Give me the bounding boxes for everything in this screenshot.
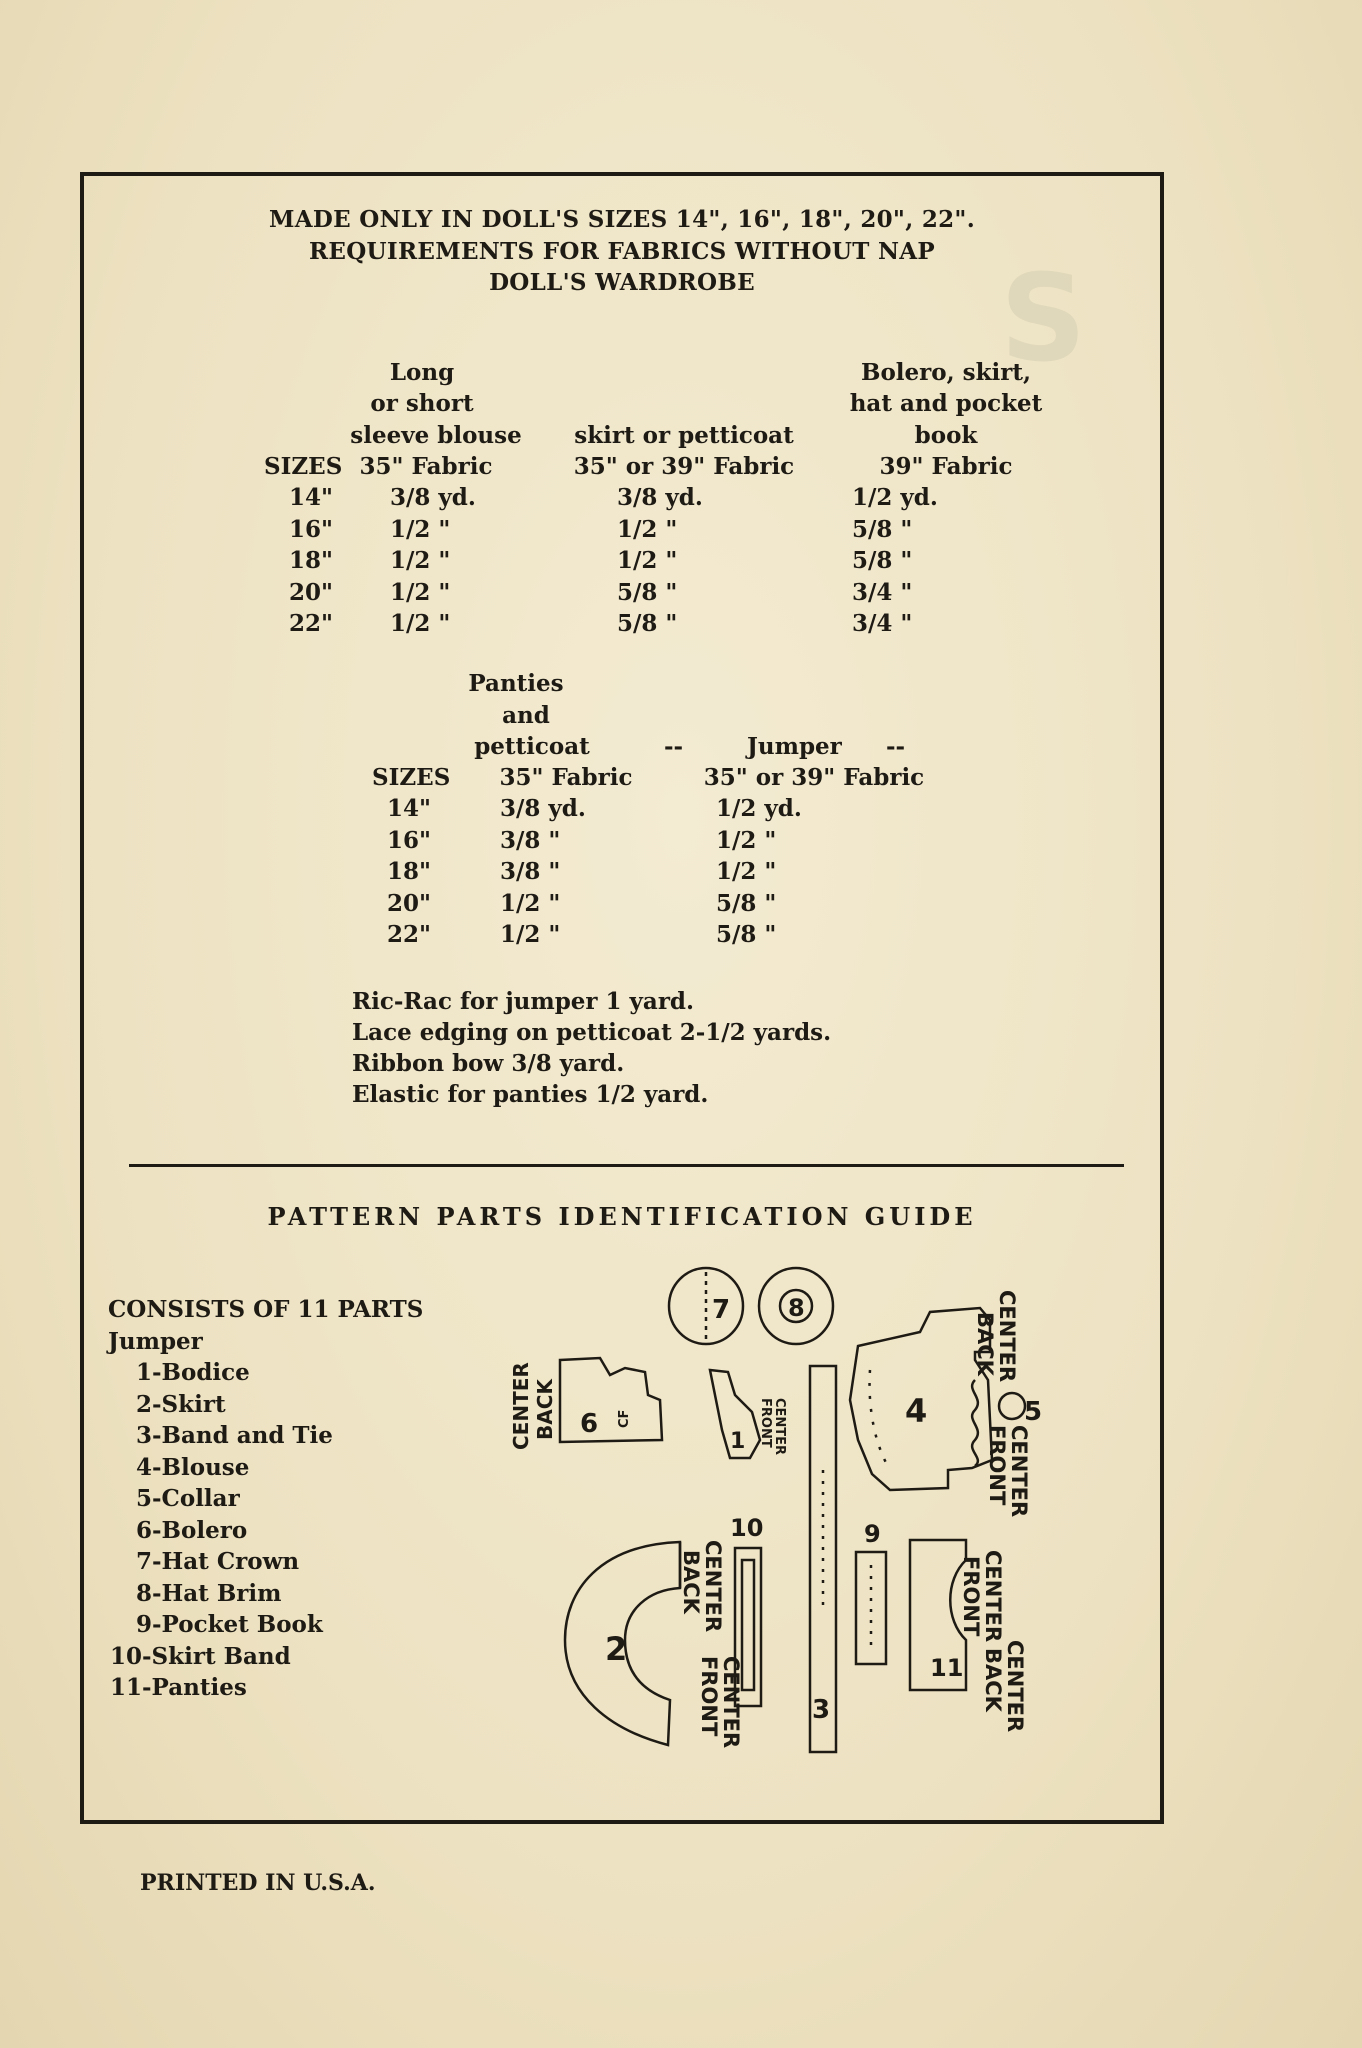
t2-dash-right: -- (886, 733, 906, 760)
t2-jumper-cell: 1/2 " (716, 858, 777, 885)
show-through-print: S (1000, 250, 1087, 389)
t1-bolero-head-3: book (914, 422, 978, 449)
piece-5-center-back-1: CENTER (995, 1290, 1019, 1383)
piece-2-back: BACK (679, 1550, 703, 1614)
part-item: 1-Bodice (136, 1359, 250, 1386)
piece-9-number: 9 (864, 1520, 881, 1548)
piece-6-cf: CF (617, 1409, 632, 1428)
t1-blouse-head-3: sleeve blouse (350, 422, 522, 449)
t1-bolero-cell: 3/4 " (852, 610, 913, 637)
notion-lace: Lace edging on petticoat 2-1/2 yards. (352, 1019, 832, 1046)
t1-size-cell: 14" (289, 484, 333, 511)
piece-7-hat-crown (669, 1268, 743, 1344)
t1-blouse-head-4: 35" Fabric (359, 453, 493, 480)
piece-1-center: CENTER (772, 1398, 787, 1456)
piece-11-center-back: CENTER (1003, 1640, 1027, 1733)
t1-size-cell: 16" (289, 515, 333, 543)
t2-size-cell: 20" (387, 889, 431, 917)
piece-5-number: 5 (1024, 1397, 1043, 1427)
piece-11-panties (910, 1540, 1027, 1732)
piece-2-center-front: CENTER (719, 1656, 743, 1749)
t2-jumper-cell: 5/8 " (716, 921, 777, 948)
t1-blouse-cell: 1/2 " (390, 547, 451, 574)
t2-panties-head-3: petticoat (474, 733, 590, 760)
t2-panties-cell: 3/8 " (500, 826, 561, 854)
t2-size-cell: 22" (387, 921, 431, 948)
piece-7-number: 7 (712, 1295, 731, 1325)
t1-bolero-head-1: Bolero, skirt, (861, 359, 1031, 386)
piece-3-number: 3 (812, 1695, 831, 1725)
notion-ricrac: Ric-Rac for jumper 1 yard. (352, 988, 695, 1015)
t1-blouse-head-2: or short (370, 390, 474, 417)
t1-skirt-cell: 1/2 " (617, 547, 678, 574)
t2-panties-head-1: Panties (468, 670, 564, 697)
piece-10-skirt-band (730, 1514, 763, 1706)
part-item: 5-Collar (136, 1485, 240, 1512)
guide-title: PATTERN PARTS IDENTIFICATION GUIDE (267, 1202, 977, 1231)
t2-size-cell: 16" (387, 826, 431, 854)
notion-elastic: Elastic for panties 1/2 yard. (352, 1081, 709, 1108)
t1-bolero-cell: 5/8 " (852, 547, 913, 574)
t2-jumper-head: Jumper (747, 733, 842, 760)
piece-3-band-and-tie (810, 1366, 836, 1752)
part-item: 6-Bolero (136, 1516, 248, 1544)
piece-4-number: 4 (905, 1392, 928, 1430)
t2-sizes-label: SIZES (372, 764, 451, 791)
t1-bolero-head-2: hat and pocket (849, 390, 1043, 417)
t2-panties-cell: 3/8 " (500, 858, 561, 885)
t1-skirt-head-1: skirt or petticoat (574, 422, 794, 449)
t2-size-cell: 18" (387, 858, 431, 885)
piece-2-number: 2 (605, 1630, 628, 1668)
piece-6-center: CENTER (509, 1362, 533, 1450)
t1-bolero-head-4: 39" Fabric (879, 453, 1013, 480)
t1-blouse-cell: 1/2 " (390, 515, 451, 543)
t1-blouse-cell: 3/8 yd. (390, 484, 476, 511)
piece-4-blouse (850, 1308, 992, 1490)
t1-skirt-head-2: 35" or 39" Fabric (573, 453, 795, 480)
part-item: 9-Pocket Book (136, 1611, 323, 1638)
printed-in-usa: PRINTED IN U.S.A. (140, 1870, 376, 1896)
t2-jumper-cell: 5/8 " (716, 889, 777, 917)
piece-5-collar (972, 1290, 1042, 1517)
part-item: 7-Hat Crown (136, 1548, 300, 1575)
t2-jumper-cell: 1/2 " (716, 826, 777, 854)
piece-2-front: FRONT (697, 1656, 721, 1737)
t1-size-cell: 22" (289, 610, 333, 637)
part-item: 10-Skirt Band (110, 1642, 291, 1670)
piece-2-center-back: CENTER (701, 1540, 725, 1633)
piece-5-back: BACK (973, 1312, 997, 1376)
t2-dash-left: -- (664, 733, 684, 760)
t2-panties-head-4: 35" Fabric (499, 764, 633, 791)
t1-sizes-label: SIZES (264, 453, 343, 480)
part-item: 3-Band and Tie (136, 1422, 333, 1449)
t2-jumper-cell: 1/2 yd. (716, 795, 802, 822)
piece-11-center-front: CENTER (981, 1550, 1005, 1643)
piece-8-number: 8 (788, 1294, 805, 1322)
t1-skirt-cell: 3/8 yd. (617, 484, 703, 511)
t2-panties-head-2: and (502, 702, 550, 729)
header-wardrobe: DOLL'S WARDROBE (489, 269, 755, 296)
parts-count: CONSISTS OF 11 PARTS (108, 1296, 424, 1323)
t1-bolero-cell: 5/8 " (852, 515, 913, 543)
piece-11-front: FRONT (959, 1556, 983, 1637)
piece-1-bodice (710, 1370, 787, 1458)
piece-11-number: 11 (930, 1654, 964, 1682)
t1-blouse-cell: 1/2 " (390, 610, 451, 637)
t2-panties-cell: 3/8 yd. (500, 795, 586, 822)
header-requirements: REQUIREMENTS FOR FABRICS WITHOUT NAP (308, 238, 936, 265)
piece-6-back: BACK (533, 1379, 557, 1440)
t1-blouse-cell: 1/2 " (390, 578, 451, 606)
part-item: 4-Blouse (136, 1453, 250, 1481)
piece-6-bolero (509, 1358, 662, 1450)
t1-blouse-head-1: Long (389, 359, 455, 386)
part-item: 8-Hat Brim (136, 1579, 282, 1607)
t2-panties-cell: 1/2 " (500, 889, 561, 917)
piece-8-hat-brim (759, 1268, 833, 1344)
part-item: 2-Skirt (136, 1390, 226, 1418)
piece-2-skirt (565, 1540, 743, 1748)
piece-11-back: BACK (981, 1648, 1005, 1712)
piece-10-number: 10 (730, 1514, 764, 1542)
parts-group-jumper: Jumper (108, 1327, 203, 1355)
piece-1-front: FRONT (758, 1398, 773, 1448)
t2-panties-cell: 1/2 " (500, 921, 561, 948)
piece-6-number: 6 (580, 1409, 599, 1439)
part-item: 11-Panties (110, 1674, 247, 1701)
t1-size-cell: 20" (289, 578, 333, 606)
piece-9-pocket-book (856, 1520, 886, 1664)
piece-5-front: FRONT (985, 1425, 1009, 1506)
piece-1-number: 1 (730, 1429, 746, 1454)
t1-skirt-cell: 5/8 " (617, 578, 678, 606)
t1-size-cell: 18" (289, 547, 333, 574)
piece-5-center-front-1: CENTER (1007, 1425, 1031, 1518)
t1-skirt-cell: 5/8 " (617, 610, 678, 637)
header-sizes: MADE ONLY IN DOLL'S SIZES 14", 16", 18", 20", 22". (268, 206, 976, 233)
t1-bolero-cell: 1/2 yd. (852, 484, 938, 511)
notion-ribbon: Ribbon bow 3/8 yard. (352, 1050, 625, 1077)
t1-skirt-cell: 1/2 " (617, 515, 678, 543)
t1-bolero-cell: 3/4 " (852, 578, 913, 606)
t2-size-cell: 14" (387, 795, 431, 822)
t2-jumper-fabric-head: 35" or 39" Fabric (703, 764, 925, 791)
